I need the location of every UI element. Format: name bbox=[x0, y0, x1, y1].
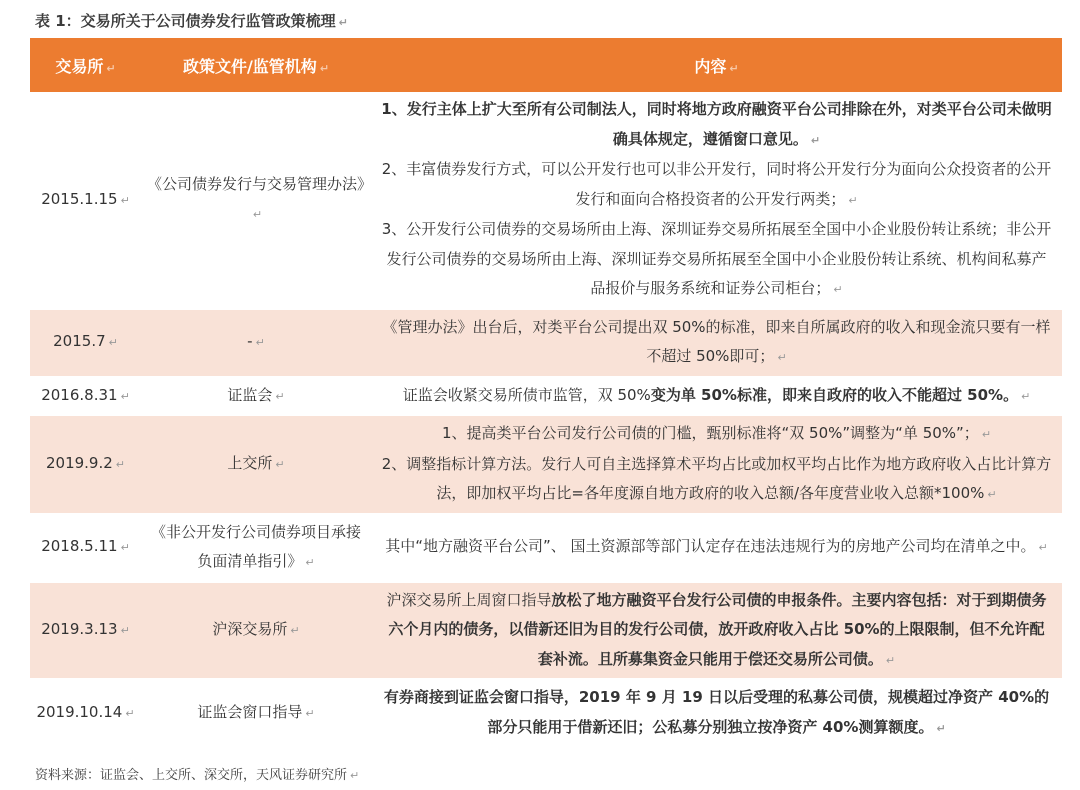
cell-content bbox=[371, 679, 1062, 747]
content-item: 有券商接到证监会窗口指导，2019 年 9 月 19 日以后受理的私募公司债，规模超过净资产 40%的部分只能用于借新还旧；公私募分别独立按净资产 40%测算额度。 ↵ bbox=[383, 688, 1050, 736]
cell-doc: - ↵ bbox=[141, 309, 371, 377]
content-item: 其中“地方融资平台公司”、 国土资源部等部门认定存在违法违规行为的房地产公司均在清单之中。 ↵ bbox=[385, 537, 1048, 556]
cell-date: 2019.10.14 ↵ bbox=[30, 679, 141, 747]
cell-date: 2015.7 ↵ bbox=[30, 309, 141, 377]
table-row bbox=[30, 582, 1062, 680]
cell-date: 2015.1.15 ↵ bbox=[30, 92, 141, 309]
header-policy: 政策文件/监管机构 ↵ bbox=[141, 38, 371, 92]
cell-doc: 《非公开发行公司债券项目承接负面清单指引》 ↵ bbox=[141, 514, 371, 582]
table-row bbox=[30, 377, 1062, 416]
content-item: 2、调整指标计算方法。发行人可自主选择算术平均占比或加权平均占比作为地方政府收入占比计算方法，即加权平均占比=各年度源自地方政府的收入总额/各年度营业收入总额*100% ↵ bbox=[381, 454, 1052, 502]
cell-doc: 证监会 ↵ bbox=[141, 377, 371, 416]
table-row bbox=[30, 415, 1062, 514]
content-item: 证监会收紧交易所债市监管，双 50%变为单 50%标准，即来自政府的收入不能超过 50%。 ↵ bbox=[402, 385, 1031, 404]
cell-date: 2019.9.2 ↵ bbox=[30, 415, 141, 514]
source-note: 资料来源：证监会、上交所、深交所，天风证券研究所 ↵ bbox=[35, 768, 360, 783]
table-header bbox=[30, 38, 1062, 92]
cell-content bbox=[371, 309, 1062, 377]
content-item: 1、提高类平台公司发行公司债的门槛，甄别标准将“双 50%”调整为“单 50%”； ↵ bbox=[441, 424, 992, 442]
table-row bbox=[30, 514, 1062, 582]
policy-table bbox=[30, 38, 1062, 748]
cell-content bbox=[371, 514, 1062, 582]
table-row bbox=[30, 309, 1062, 377]
cell-doc: 证监会窗口指导 ↵ bbox=[141, 679, 371, 747]
table-title: 表 1：交易所关于公司债券发行监管政策梳理 ↵ bbox=[35, 12, 348, 30]
cell-doc: 《公司债券发行与交易管理办法》↵ bbox=[141, 92, 371, 309]
content-item: 《管理办法》出台后，对类平台公司提出双 50%的标准，即来自所属政府的收入和现金流只要有一样不超过 50%即可； ↵ bbox=[382, 317, 1051, 365]
cell-content bbox=[371, 377, 1062, 416]
content-item: 1、发行主体上扩大至所有公司制法人，同时将地方政府融资平台公司排除在外，对类平台公司未做明确具体规定，遵循窗口意见。 ↵ bbox=[381, 100, 1052, 148]
cell-date: 2018.5.11 ↵ bbox=[30, 514, 141, 582]
content-item: 沪深交易所上周窗口指导放松了地方融资平台发行公司债的申报条件。主要内容包括：对于到期债务六个月内的债务，以借新还旧为目的发行公司债，放开政府收入占比 50%的上限限制，但不允许配套补流。且所募集资金只能用于偿还交易所公司债。 ↵ bbox=[386, 590, 1047, 668]
cell-content bbox=[371, 415, 1062, 514]
header-exchange: 交易所 ↵ bbox=[30, 38, 141, 92]
content-item: 2、丰富债券发行方式，可以公开发行也可以非公开发行，同时将公开发行分为面向公众投资者的公开发行和面向合格投资者的公开发行两类； ↵ bbox=[381, 160, 1052, 208]
table-row bbox=[30, 92, 1062, 309]
header-content: 内容 ↵ bbox=[371, 38, 1062, 92]
cell-content bbox=[371, 92, 1062, 309]
cell-date: 2016.8.31 ↵ bbox=[30, 377, 141, 416]
cell-doc: 上交所 ↵ bbox=[141, 415, 371, 514]
cell-date: 2019.3.13 ↵ bbox=[30, 582, 141, 680]
cell-doc: 沪深交易所 ↵ bbox=[141, 582, 371, 680]
table-row bbox=[30, 679, 1062, 747]
content-item: 3、公开发行公司债券的交易场所由上海、深圳证券交易所拓展至全国中小企业股份转让系统；非公开发行公司债券的交易场所由上海、深圳证券交易所拓展至全国中小企业股份转让系统、机构间私募产品报价与服务系统和证券公司柜台； ↵ bbox=[381, 220, 1052, 297]
cell-content bbox=[371, 582, 1062, 680]
